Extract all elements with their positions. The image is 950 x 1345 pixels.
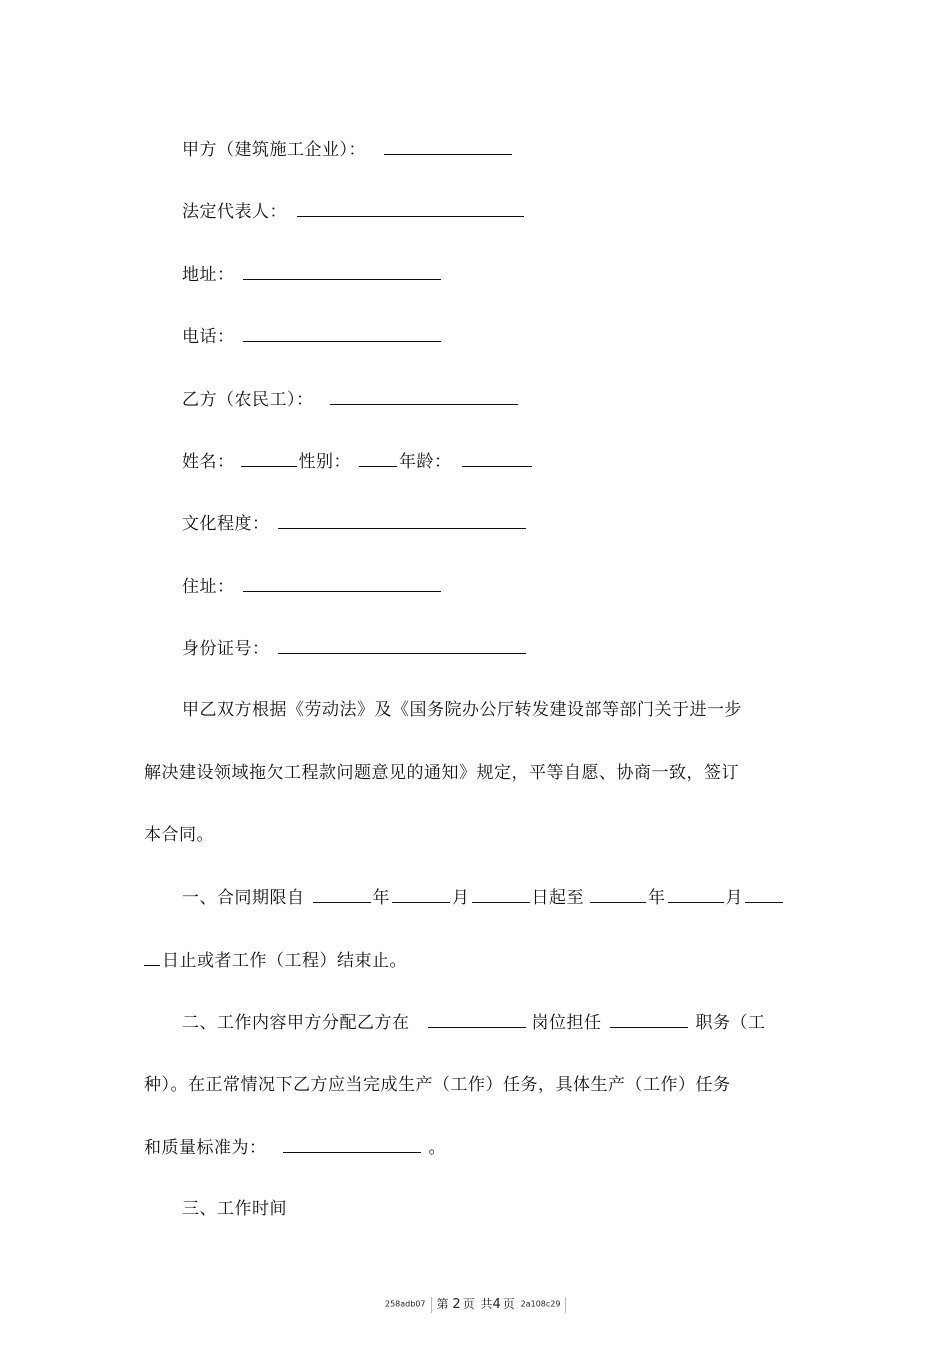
intro-line-1: 甲乙双方根据《劳动法》及《国务院办公厅转发建设部等部门关于进一步 [182, 700, 742, 720]
start-day-blank[interactable] [472, 885, 530, 903]
month-label-2: 月 [725, 888, 743, 908]
clause-1-end: 日止或者工作（工程）结束止。 [162, 951, 407, 971]
gender-label: 性别： [298, 452, 351, 472]
party-b-blank[interactable] [330, 387, 518, 405]
quality-standard-blank[interactable] [283, 1135, 421, 1153]
address-label: 地址： [182, 265, 235, 285]
post-blank[interactable] [428, 1010, 526, 1028]
residence-line [182, 574, 443, 599]
clause-2-line-3-end: 。 [428, 1138, 446, 1158]
party-a-blank[interactable] [384, 137, 512, 155]
footer-page-ye: 页 [462, 1297, 475, 1311]
age-label: 年龄： [399, 452, 452, 472]
end-day-blank-part1[interactable] [745, 885, 783, 903]
intro-line-2: 解决建设领域拖欠工程款问题意见的通知》规定，平等自愿、协商一致，签订 [144, 763, 739, 783]
residence-blank[interactable] [243, 574, 441, 592]
end-day-blank-part2[interactable] [144, 948, 160, 966]
clause-1-line-1 [182, 885, 785, 910]
clause-2-line-2: 种）。在正常情况下乙方应当完成生产（工作）任务，具体生产（工作）任务 [144, 1075, 731, 1095]
day-from-label: 日起至 [531, 888, 584, 908]
party-a-label: 甲方（建筑施工企业）： [182, 140, 366, 160]
end-year-blank[interactable] [590, 885, 646, 903]
party-a-line [182, 137, 514, 162]
phone-label: 电话： [182, 327, 235, 347]
footer-page-ye-2: 页 [502, 1297, 515, 1311]
name-label: 姓名： [182, 452, 235, 472]
id-label: 身份证号： [182, 639, 270, 659]
footer-page-gong: 共 [480, 1297, 493, 1311]
clause-2-mid: 岗位担任 [531, 1013, 602, 1033]
month-label: 月 [452, 888, 470, 908]
name-blank[interactable] [241, 449, 297, 467]
footer-total-pages: 4 [492, 1297, 501, 1312]
education-line [182, 511, 528, 536]
clause-3-title: 三、工作时间 [182, 1199, 287, 1219]
year-label: 年 [372, 888, 390, 908]
footer-divider-left [431, 1297, 432, 1313]
clause-1-prefix: 一、合同期限自 [182, 888, 305, 908]
clause-2-line-3-prefix: 和质量标准为： [144, 1138, 267, 1158]
footer-right-code: 2a108c29 [520, 1299, 561, 1309]
start-year-blank[interactable] [313, 885, 371, 903]
clause-2-line-1 [182, 1010, 766, 1035]
page-footer [385, 1296, 571, 1312]
party-b-label: 乙方（农民工）： [182, 390, 314, 410]
phone-line [182, 324, 443, 349]
start-month-blank[interactable] [392, 885, 450, 903]
clause-2-prefix: 二、工作内容甲方分配乙方在 [182, 1013, 410, 1033]
legal-rep-label: 法定代表人： [182, 202, 287, 222]
intro-line-3: 本合同。 [144, 825, 214, 845]
position-blank[interactable] [610, 1010, 688, 1028]
address-blank[interactable] [243, 262, 441, 280]
footer-page-di: 第 [436, 1297, 449, 1311]
age-blank[interactable] [462, 449, 532, 467]
education-label: 文化程度： [182, 514, 270, 534]
party-b-line [182, 387, 520, 412]
end-month-blank[interactable] [668, 885, 724, 903]
clause-1-line-2 [144, 948, 407, 973]
footer-divider-right [565, 1297, 566, 1313]
footer-left-code: 258adb07 [385, 1299, 426, 1309]
gender-blank[interactable] [359, 449, 397, 467]
clause-2-suffix: 职务（工 [695, 1013, 766, 1033]
clause-2-line-3 [144, 1135, 446, 1160]
education-blank[interactable] [278, 511, 526, 529]
id-number-blank[interactable] [278, 636, 526, 654]
address-line [182, 262, 443, 287]
footer-current-page: 2 [452, 1297, 461, 1312]
id-number-line [182, 636, 528, 661]
year-label-2: 年 [648, 888, 666, 908]
legal-rep-line [182, 199, 526, 224]
phone-blank[interactable] [243, 324, 441, 342]
personal-info-line [182, 449, 534, 474]
legal-rep-blank[interactable] [297, 199, 524, 217]
residence-label: 住址： [182, 577, 235, 597]
